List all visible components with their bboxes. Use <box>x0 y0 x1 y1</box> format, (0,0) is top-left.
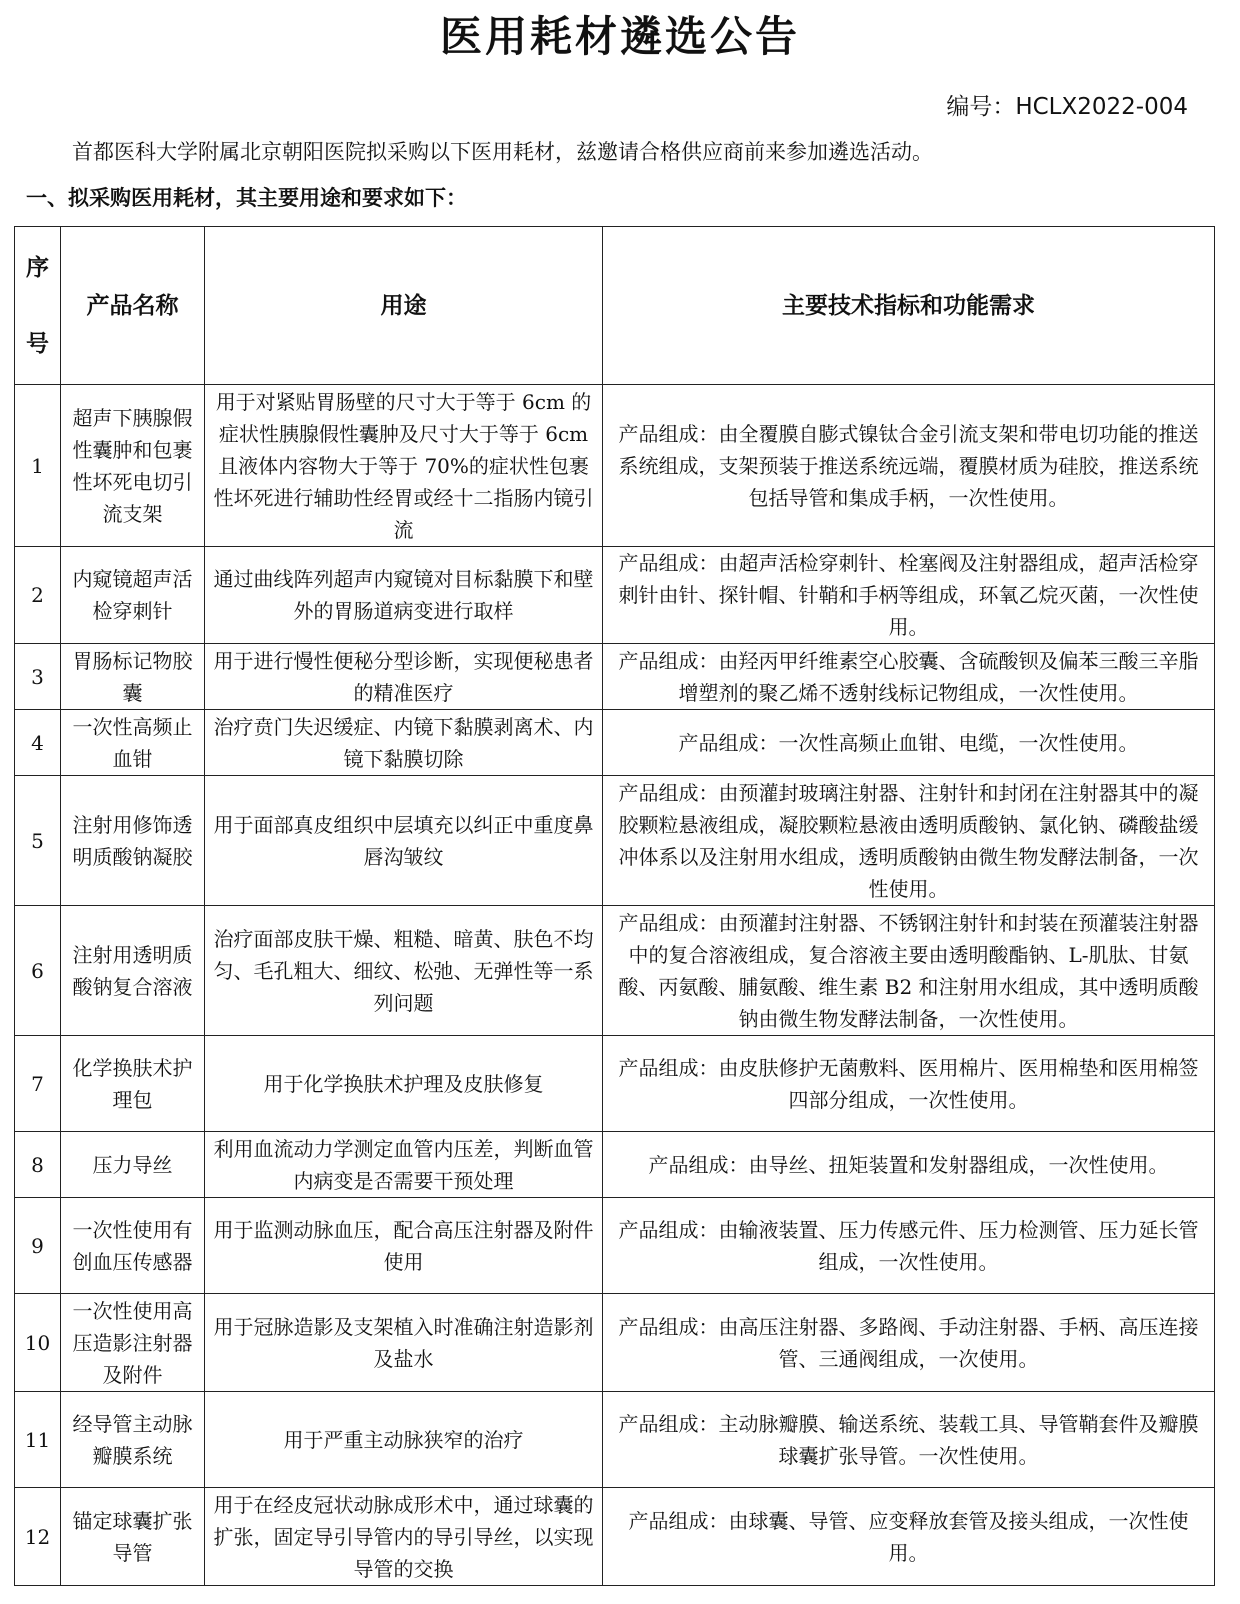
row-use: 用于严重主动脉狭窄的治疗 <box>205 1392 603 1488</box>
row-requirements: 产品组成：由超声活检穿刺针、栓塞阀及注射器组成，超声活检穿刺针由针、探针帽、针鞘和手柄等组成，环氧乙烷灭菌，一次性使用。 <box>603 547 1215 644</box>
table-row <box>15 1294 1215 1392</box>
header-name: 产品名称 <box>61 227 205 385</box>
page-title: 医用耗材遴选公告 <box>439 12 800 61</box>
row-requirements: 产品组成：由预灌封注射器、不锈钢注射针和封装在预灌装注射器中的复合溶液组成，复合溶液主要由透明酸酯钠、L-肌肽、甘氨酸、丙氨酸、脯氨酸、维生素 B2 和注射用水组成，其中透明质酸钠由微生物发酵法制备，一次性使用。 <box>603 906 1215 1036</box>
header-no <box>15 227 61 385</box>
row-use: 用于进行慢性便秘分型诊断，实现便秘患者的精准医疗 <box>205 644 603 710</box>
row-requirements: 产品组成：主动脉瓣膜、输送系统、装载工具、导管鞘套件及瓣膜球囊扩张导管。一次性使用。 <box>603 1392 1215 1488</box>
row-product-name: 内窥镜超声活检穿刺针 <box>61 547 205 644</box>
row-use: 用于冠脉造影及支架植入时准确注射造影剂及盐水 <box>205 1294 603 1392</box>
row-product-name: 一次性使用有创血压传感器 <box>61 1198 205 1294</box>
row-requirements: 产品组成：由高压注射器、多路阀、手动注射器、手柄、高压连接管、三通阀组成，一次使用。 <box>603 1294 1215 1392</box>
row-use: 治疗贲门失迟缓症、内镜下黏膜剥离术、内镜下黏膜切除 <box>205 710 603 776</box>
row-use: 治疗面部皮肤干燥、粗糙、暗黄、肤色不均匀、毛孔粗大、细纹、松弛、无弹性等一系列问题 <box>205 906 603 1036</box>
row-use: 利用血流动力学测定血管内压差，判断血管内病变是否需要干预处理 <box>205 1132 603 1198</box>
row-use: 用于在经皮冠状动脉成形术中，通过球囊的扩张，固定导引导管内的导引导丝，以实现导管的交换 <box>205 1488 603 1586</box>
row-requirements: 产品组成：由羟丙甲纤维素空心胶囊、含硫酸钡及偏苯三酸三辛脂增塑剂的聚乙烯不透射线标记物组成，一次性使用。 <box>603 644 1215 710</box>
row-use: 通过曲线阵列超声内窥镜对目标黏膜下和壁外的胃肠道病变进行取样 <box>205 547 603 644</box>
row-no: 7 <box>15 1036 61 1132</box>
table-header-row <box>15 227 1215 385</box>
row-requirements: 产品组成：由预灌封玻璃注射器、注射针和封闭在注射器其中的凝胶颗粒悬液组成，凝胶颗粒悬液由透明质酸钠、氯化钠、磷酸盐缓冲体系以及注射用水组成，透明质酸钠由微生物发酵法制备，一次性使用。 <box>603 776 1215 906</box>
row-product-name: 胃肠标记物胶囊 <box>61 644 205 710</box>
row-no: 6 <box>15 906 61 1036</box>
table-row <box>15 385 1215 547</box>
table-row <box>15 1198 1215 1294</box>
row-product-name: 一次性使用高压造影注射器及附件 <box>61 1294 205 1392</box>
table-row <box>15 644 1215 710</box>
row-product-name: 一次性高频止血钳 <box>61 710 205 776</box>
table-row <box>15 1132 1215 1198</box>
row-use: 用于监测动脉血压，配合高压注射器及附件使用 <box>205 1198 603 1294</box>
row-no: 11 <box>15 1392 61 1488</box>
row-no: 9 <box>15 1198 61 1294</box>
row-no: 5 <box>15 776 61 906</box>
header-no-line2: 号 <box>26 330 49 357</box>
table-row <box>15 906 1215 1036</box>
row-requirements: 产品组成：由导丝、扭矩装置和发射器组成，一次性使用。 <box>603 1132 1215 1198</box>
table-row <box>15 776 1215 906</box>
row-no: 10 <box>15 1294 61 1392</box>
row-no: 1 <box>15 385 61 547</box>
row-product-name: 化学换肤术护理包 <box>61 1036 205 1132</box>
table-row <box>15 1036 1215 1132</box>
row-requirements: 产品组成：一次性高频止血钳、电缆，一次性使用。 <box>603 710 1215 776</box>
document-number: 编号：HCLX2022-004 <box>946 94 1188 120</box>
row-no: 12 <box>15 1488 61 1586</box>
row-product-name: 注射用修饰透明质酸钠凝胶 <box>61 776 205 906</box>
row-product-name: 锚定球囊扩张导管 <box>61 1488 205 1586</box>
row-no: 3 <box>15 644 61 710</box>
table-row <box>15 710 1215 776</box>
row-no: 4 <box>15 710 61 776</box>
header-no-line1: 序 <box>26 254 49 281</box>
row-product-name: 经导管主动脉瓣膜系统 <box>61 1392 205 1488</box>
row-requirements: 产品组成：由全覆膜自膨式镍钛合金引流支架和带电切功能的推送系统组成，支架预装于推送系统远端，覆膜材质为硅胶，推送系统包括导管和集成手柄，一次性使用。 <box>603 385 1215 547</box>
row-no: 2 <box>15 547 61 644</box>
header-requirements: 主要技术指标和功能需求 <box>603 227 1215 385</box>
table-row <box>15 1488 1215 1586</box>
row-requirements: 产品组成：由输液装置、压力传感元件、压力检测管、压力延长管组成，一次性使用。 <box>603 1198 1215 1294</box>
section-heading: 一、拟采购医用耗材，其主要用途和要求如下： <box>26 186 467 210</box>
row-requirements: 产品组成：由皮肤修护无菌敷料、医用棉片、医用棉垫和医用棉签四部分组成，一次性使用。 <box>603 1036 1215 1132</box>
row-requirements: 产品组成：由球囊、导管、应变释放套管及接头组成，一次性使用。 <box>603 1488 1215 1586</box>
row-product-name: 压力导丝 <box>61 1132 205 1198</box>
row-use: 用于化学换肤术护理及皮肤修复 <box>205 1036 603 1132</box>
table-row <box>15 1392 1215 1488</box>
header-use: 用途 <box>205 227 603 385</box>
row-no: 8 <box>15 1132 61 1198</box>
intro-paragraph: 首都医科大学附属北京朝阳医院拟采购以下医用耗材，兹邀请合格供应商前来参加遴选活动。 <box>72 140 933 164</box>
table-row <box>15 547 1215 644</box>
row-use: 用于对紧贴胃肠壁的尺寸大于等于 6cm 的症状性胰腺假性囊肿及尺寸大于等于 6cm 且液体内容物大于等于 70%的症状性包裹性坏死进行辅助性经胃或经十二指肠内镜引流 <box>205 385 603 547</box>
row-product-name: 注射用透明质酸钠复合溶液 <box>61 906 205 1036</box>
row-product-name: 超声下胰腺假性囊肿和包裹性坏死电切引流支架 <box>61 385 205 547</box>
consumables-table <box>14 226 1215 1586</box>
row-use: 用于面部真皮组织中层填充以纠正中重度鼻唇沟皱纹 <box>205 776 603 906</box>
